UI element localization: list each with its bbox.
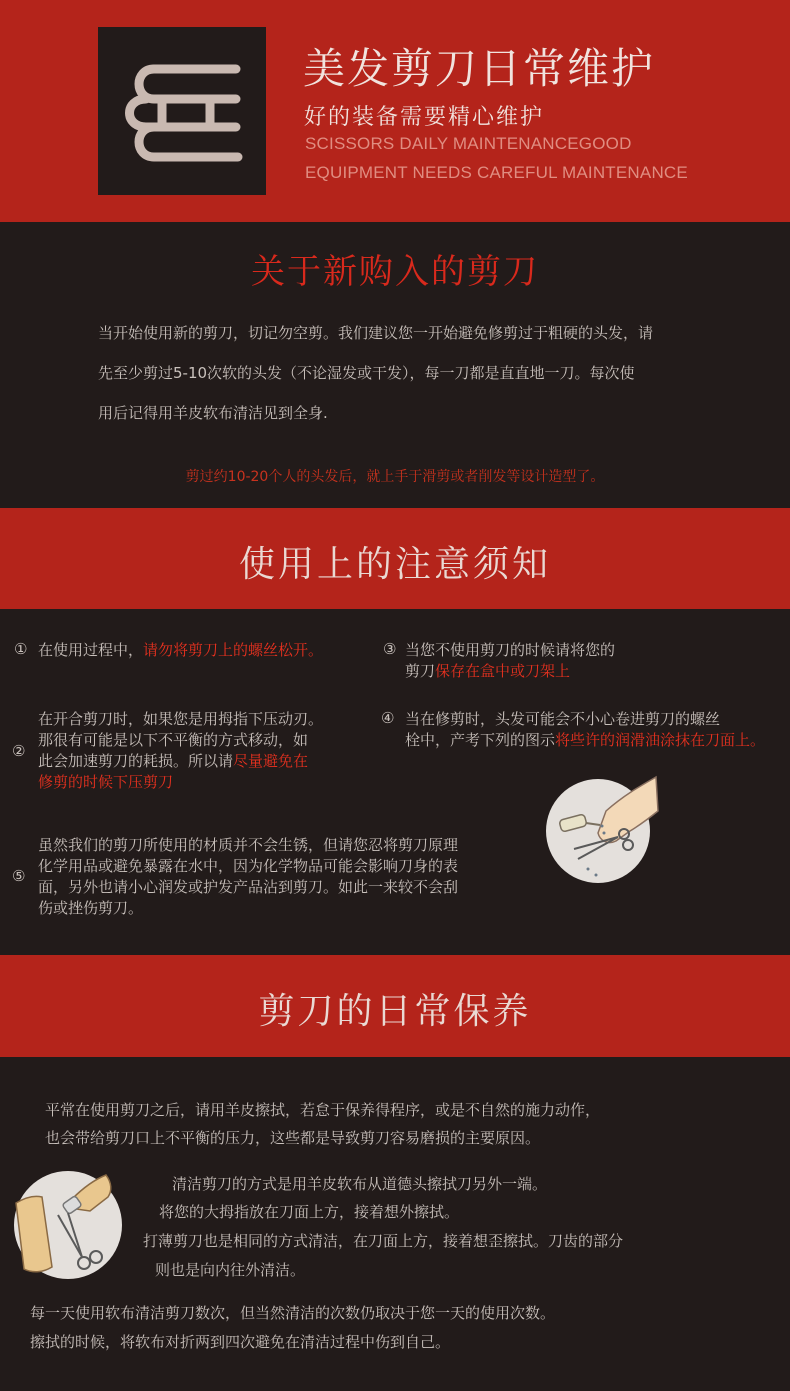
- item-text: 此会加速剪刀的耗损。所以请: [38, 752, 234, 770]
- notice-item-2: [38, 709, 323, 793]
- header-banner: [0, 0, 790, 222]
- item-highlight: 保存在盒中或刀架上: [435, 662, 571, 680]
- section-band-daily-care: [0, 955, 790, 1057]
- item-text: 剪刀: [405, 662, 436, 680]
- item-highlight: 尽量避免在: [233, 752, 309, 770]
- paragraph-line: 打薄剪刀也是相同的方式清洁，在刀面上方，接着想歪擦拭。刀齿的部分: [143, 1232, 624, 1250]
- logo: [98, 27, 266, 195]
- paragraph-line: 将您的大拇指放在刀面上方，接着想外擦拭。: [159, 1203, 460, 1221]
- item-text: 当在修剪时，头发可能会不小心卷进剪刀的螺丝: [405, 710, 721, 728]
- section-title: 使用上的注意须知: [238, 544, 551, 585]
- english-subtitle-line-1: SCISSORS DAILY MAINTENANCEGOOD: [305, 134, 632, 153]
- paragraph-line: 清洁剪刀的方式是用羊皮软布从道德头擦拭刀另外一端。: [172, 1175, 548, 1193]
- page-title: 美发剪刀日常维护: [303, 44, 656, 93]
- section-title: 剪刀的日常保养: [258, 991, 532, 1032]
- oiling-scissors-illustration: [544, 771, 660, 891]
- item-number: ②: [12, 742, 26, 760]
- paragraph-line: 擦拭的时候，将软布对折两到四次避免在清洁过程中伤到自己。: [30, 1333, 451, 1351]
- section-new-scissors: [0, 222, 790, 508]
- item-text: 虽然我们的剪刀所使用的材质并不会生锈，但请您忍将剪刀原理: [38, 836, 459, 854]
- paragraph-line: 每一天使用软布清洁剪刀数次，但当然清洁的次数仍取决于您一天的使用次数。: [30, 1304, 556, 1322]
- section-band-usage: [0, 508, 790, 609]
- section-daily-care: [0, 1057, 790, 1391]
- page-subtitle: 好的装备需要精心维护: [304, 105, 545, 130]
- cloth-scissors-icon: [12, 1169, 126, 1283]
- item-text: 面，另外也请小心润发或护发产品沾到剪刀。如此一来较不会刮: [38, 878, 459, 896]
- paragraph-line: 则也是向内往外清洁。: [155, 1261, 306, 1279]
- item-text: 当您不使用剪刀的时候请将您的: [405, 641, 616, 659]
- paragraph-line: 当开始使用新的剪刀，切记勿空剪。我们建议您一开始避免修剪过于粗硬的头发，请: [98, 324, 654, 342]
- notice-item-4: [405, 709, 765, 751]
- english-subtitle-line-2: EQUIPMENT NEEDS CAREFUL MAINTENANCE: [305, 163, 688, 182]
- item-highlight: 将些许的润滑油涂抹在刀面上。: [555, 731, 766, 749]
- paragraph-line: 先至少剪过5-10次软的头发（不论湿发或干发），每一刀都是直直地一刀。每次使: [98, 364, 635, 382]
- item-text: 化学用品或避免暴露在水中，因为化学物品可能会影响刀身的表: [38, 857, 459, 875]
- item-text: 栓中，产考下列的图示: [405, 731, 556, 749]
- notice-item-1: [38, 640, 323, 661]
- item-number: ①: [14, 640, 28, 658]
- notice-item-3: [405, 640, 615, 682]
- item-text: 在开合剪刀时，如果您是用拇指下压动刃。: [38, 710, 324, 728]
- item-text: 那很有可能是以下不平衡的方式移动，如: [38, 731, 309, 749]
- oil-bottle-scissors-icon: [544, 771, 660, 887]
- highlight-note: 剪过约10-20个人的头发后，就上手于滑剪或者削发等设计造型了。: [185, 469, 605, 485]
- item-number: ⑤: [12, 867, 26, 885]
- comb-book-logo-icon: [98, 27, 266, 195]
- item-highlight: 修剪的时候下压剪刀: [38, 773, 174, 791]
- section-title: 关于新购入的剪刀: [251, 252, 539, 292]
- paragraph-line: 也会带给剪刀口上不平衡的压力，这些都是导致剪刀容易磨损的主要原因。: [45, 1129, 541, 1147]
- item-text: 在使用过程中，: [38, 641, 144, 659]
- item-highlight: 请勿将剪刀上的螺丝松开。: [143, 641, 324, 659]
- paragraph-line: 平常在使用剪刀之后，请用羊皮擦拭，若怠于保养得程序，或是不自然的施力动作，: [45, 1101, 601, 1119]
- item-number: ③: [383, 640, 397, 658]
- notice-item-5: [38, 835, 458, 919]
- item-text: 伤或挫伤剪刀。: [38, 899, 144, 917]
- section-usage-notes: [0, 609, 790, 955]
- cleaning-scissors-illustration: [12, 1169, 126, 1287]
- paragraph-line: 用后记得用羊皮软布清洁见到全身.: [98, 404, 328, 422]
- item-number: ④: [381, 709, 395, 727]
